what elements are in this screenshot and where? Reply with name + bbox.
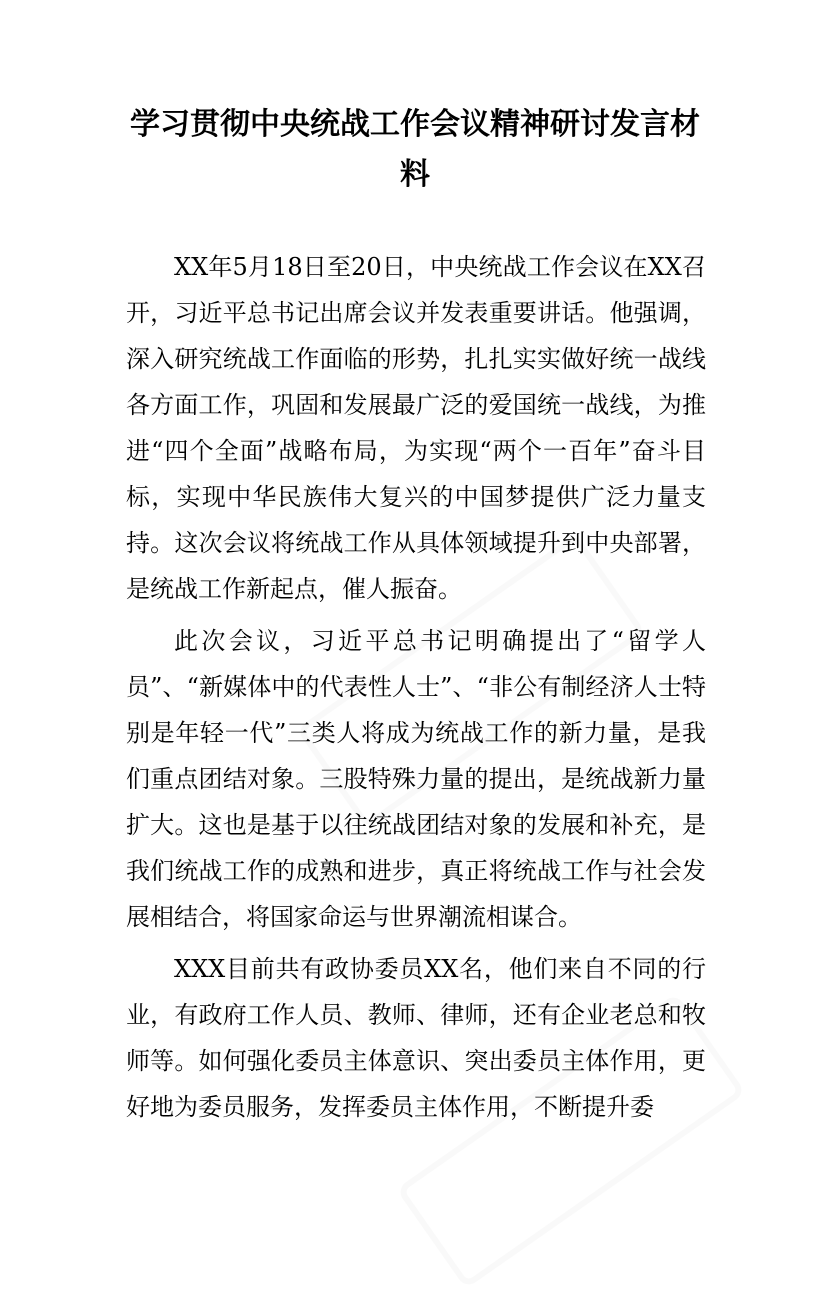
paragraph-3: XXX目前共有政协委员XX名，他们来自不同的行业，有政府工作人员、教师、律师，还有企业老总和牧师等。如何强化委员主体意识、突出委员主体作用，更好地为委员服务，发挥委员主体作用，不断提升委 xyxy=(126,955,706,1121)
paragraph-2: 此次会议，习近平总书记明确提出了“留学人员”、“新媒体中的代表性人士”、“非公有制经济人士特别是年轻一代”三类人将成为统战工作的新力量，是我们重点团结对象。三股特殊力量的提出，是统战新力量扩大。这也是基于以往统战团结对象的发展和补充，是我们统战工作的成熟和进步，真正将统战工作与社会发展相结合，将国家命运与世界潮流相谋合。 xyxy=(126,627,706,931)
document-title: 学习贯彻中央统战工作会议精神研讨发言材料 xyxy=(130,107,700,192)
paragraph-1: XX年5月18日至20日，中央统战工作会议在XX召开，习近平总书记出席会议并发表重要讲话。他强调，深入研究统战工作面临的形势，扎扎实实做好统一战线各方面工作，巩固和发展最广泛的爱国统一战线，为推进“四个全面”战略布局，为实现“两个一百年”奋斗目标，实现中华民族伟大复兴的中国梦提供广泛力量支持。这次会议将统战工作从具体领域提升到中央部署，是统战工作新起点，催人振奋。 xyxy=(126,253,706,603)
document-body xyxy=(126,244,706,1136)
